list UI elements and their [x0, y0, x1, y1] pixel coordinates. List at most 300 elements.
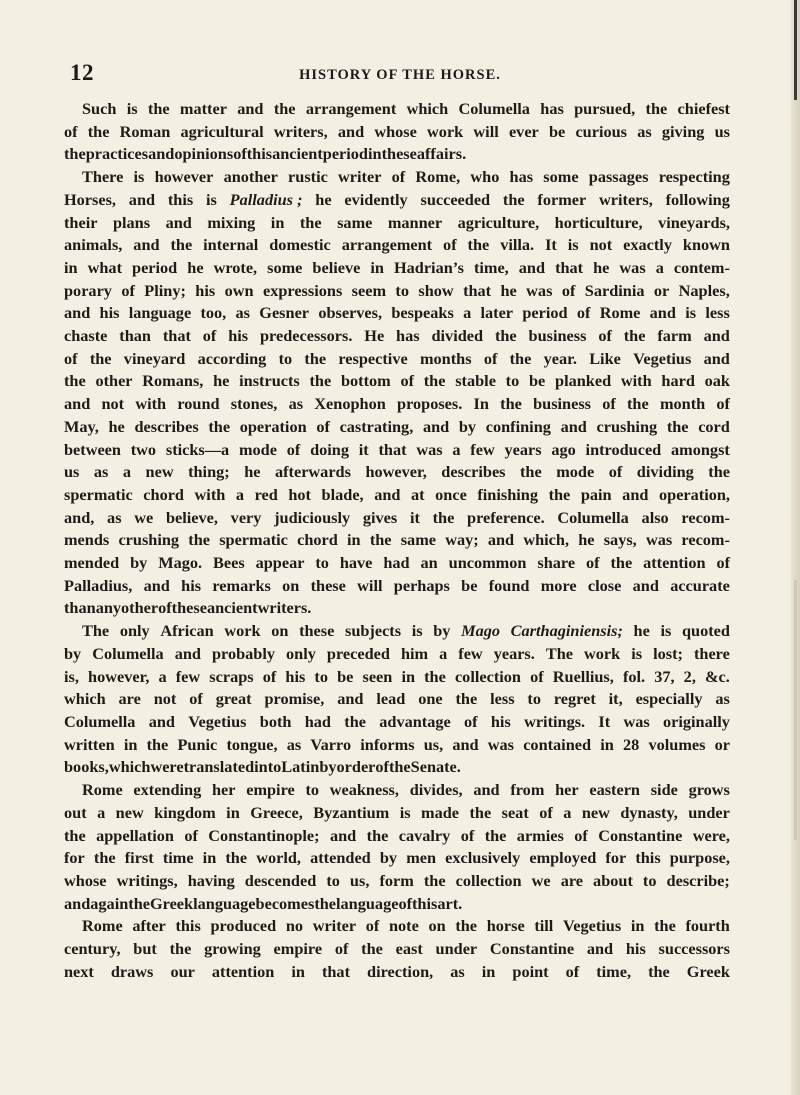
word: after	[132, 916, 166, 936]
word: will	[473, 121, 499, 141]
word: Rome	[599, 303, 641, 323]
word: remarks	[212, 575, 271, 595]
word: Rome	[82, 916, 123, 936]
word: ever	[508, 121, 539, 141]
word: the	[467, 235, 490, 255]
word: growing	[204, 939, 261, 959]
word: he	[213, 371, 230, 391]
word: way;	[445, 530, 479, 550]
word: Senate.	[410, 757, 461, 777]
word: with	[135, 394, 167, 414]
text-line	[64, 325, 730, 348]
word: especially	[635, 689, 703, 709]
word: contained	[523, 734, 592, 754]
word: period	[322, 144, 368, 164]
word: afterwards	[274, 462, 351, 482]
word: direction,	[367, 961, 434, 981]
word: business	[528, 326, 587, 346]
word: that	[321, 961, 350, 981]
word: later	[480, 303, 514, 323]
word: is	[133, 167, 145, 187]
word: eastern	[589, 780, 640, 800]
word: to	[527, 689, 541, 709]
word: farm	[657, 326, 692, 346]
word: Sardinia	[584, 280, 645, 300]
word: to	[278, 348, 293, 368]
word: according	[197, 348, 267, 368]
word: to	[642, 870, 657, 890]
text-line	[64, 121, 730, 144]
word: men	[406, 848, 437, 868]
word: he	[187, 257, 204, 277]
word: evidently	[344, 189, 408, 209]
word: and	[143, 575, 170, 595]
word: and	[452, 734, 479, 754]
word: of	[565, 961, 580, 981]
word: uncommon	[448, 553, 527, 573]
word: informs	[360, 734, 415, 754]
word: arrangement	[341, 235, 433, 255]
text-line	[64, 938, 730, 961]
word: their	[64, 212, 98, 232]
word: by	[130, 553, 148, 573]
word: of	[202, 326, 217, 346]
word: and	[622, 484, 649, 504]
word: manner	[387, 212, 443, 232]
word: and	[337, 689, 364, 709]
text-line	[64, 620, 730, 643]
word: which	[406, 99, 449, 118]
text-line	[64, 847, 730, 870]
word: which,	[523, 530, 570, 550]
word: of	[64, 121, 78, 141]
word: a	[452, 439, 461, 459]
word: of	[464, 711, 478, 731]
text-line	[64, 893, 730, 916]
word: months	[419, 348, 472, 368]
word: rustic	[288, 167, 328, 187]
word: from	[510, 780, 545, 800]
word: internal	[203, 235, 259, 255]
word: and	[133, 235, 160, 255]
word: scraps	[209, 666, 254, 686]
word: of	[391, 167, 406, 187]
word: attention	[643, 553, 706, 573]
word: perhaps	[393, 575, 450, 595]
word: the	[469, 802, 492, 822]
word: in	[64, 257, 78, 277]
text-line	[64, 802, 730, 825]
word: In	[473, 394, 489, 414]
word: this	[175, 916, 201, 936]
word: a	[463, 303, 472, 323]
word: new	[581, 802, 610, 822]
word: at	[411, 484, 425, 504]
word: in	[347, 530, 361, 550]
word: and	[165, 212, 192, 232]
word: some	[267, 257, 303, 277]
word: appellation	[96, 825, 174, 845]
word: the	[87, 121, 110, 141]
word: the	[610, 553, 633, 573]
text-line	[64, 212, 730, 235]
word: be	[548, 121, 566, 141]
word: first	[124, 848, 154, 868]
word: and	[64, 394, 91, 414]
word: passages	[588, 167, 649, 187]
word: and	[703, 326, 730, 346]
word: out	[64, 802, 87, 822]
word: our	[170, 961, 195, 981]
word: seen	[362, 666, 393, 686]
word: language	[193, 893, 256, 913]
edge-shadow	[794, 580, 797, 840]
word: blade,	[321, 484, 364, 504]
word: order	[336, 757, 376, 777]
word: Carthaginiensis;	[510, 621, 623, 641]
word: is,	[64, 666, 79, 686]
word: vineyards,	[658, 212, 730, 232]
running-head	[70, 60, 730, 90]
word: and	[473, 780, 500, 800]
text-line	[64, 529, 730, 552]
word: gives	[362, 507, 398, 527]
word: is	[631, 643, 643, 663]
word: his	[490, 711, 511, 731]
word: exactly	[623, 235, 672, 255]
word: the	[369, 530, 392, 550]
word: that	[378, 439, 407, 459]
word: close	[587, 575, 622, 595]
word: lead	[376, 689, 406, 709]
word: are	[118, 689, 141, 709]
word: an	[420, 553, 438, 573]
word: the	[645, 99, 668, 118]
word: about	[593, 870, 633, 890]
word: the	[273, 99, 296, 118]
word: his	[285, 666, 306, 686]
word: African	[160, 621, 214, 641]
word: is	[685, 303, 697, 323]
word: the	[170, 235, 193, 255]
word: the	[361, 939, 383, 959]
word: He	[364, 326, 385, 346]
word: and	[148, 144, 175, 164]
word: in	[630, 916, 645, 936]
word: books,	[64, 757, 109, 777]
word: us,	[423, 734, 444, 754]
word: becomes	[255, 893, 315, 913]
word: her	[211, 780, 236, 800]
word: of	[64, 348, 78, 368]
text-line	[64, 98, 730, 121]
word: divides,	[409, 780, 463, 800]
word: agriculture,	[457, 212, 540, 232]
word: fol.	[622, 666, 646, 686]
word: weakness,	[329, 780, 399, 800]
word: the	[500, 394, 522, 414]
word: this	[412, 893, 438, 913]
word: world,	[256, 848, 301, 868]
word: advantage	[379, 711, 451, 731]
word: has	[396, 326, 420, 346]
word: than	[64, 598, 96, 618]
word: of	[608, 462, 623, 482]
word: the	[520, 462, 542, 482]
word: describe;	[666, 870, 730, 890]
word: the	[366, 825, 389, 845]
word: porary	[64, 280, 112, 300]
word: of	[716, 394, 730, 414]
word: the	[666, 416, 689, 436]
word: same	[400, 530, 436, 550]
word: confining	[485, 416, 551, 436]
word: Constantinople;	[208, 825, 320, 845]
word: mends	[64, 530, 110, 550]
word: he	[593, 257, 610, 277]
word: quoted	[682, 621, 730, 641]
word: &c.	[705, 666, 730, 686]
word: former	[537, 189, 587, 209]
word: writings.	[524, 711, 586, 731]
word: to	[326, 870, 340, 890]
word: or	[653, 280, 670, 300]
word: time,	[596, 961, 632, 981]
word: the	[64, 144, 86, 164]
word: a	[97, 802, 106, 822]
word: respecting	[658, 167, 730, 187]
word: preceded	[326, 643, 390, 663]
word: the	[509, 348, 532, 368]
word: crushing	[596, 416, 658, 436]
word: own	[224, 280, 254, 300]
word: collection	[454, 666, 521, 686]
text-line	[64, 189, 730, 212]
word: was	[619, 257, 646, 277]
word: are	[560, 870, 583, 890]
word: mended	[64, 553, 120, 573]
word: and,	[64, 507, 95, 527]
word: Columella	[458, 99, 530, 118]
word: for	[605, 848, 627, 868]
word: of	[574, 825, 588, 845]
word: in	[481, 961, 496, 981]
word: another	[223, 167, 278, 187]
word: of	[334, 939, 349, 959]
word: the	[146, 734, 169, 754]
word: work	[584, 643, 621, 663]
word: language	[336, 893, 399, 913]
word: collection	[455, 870, 522, 890]
word: empire	[273, 939, 323, 959]
word: his	[228, 326, 249, 346]
word: the	[225, 848, 248, 868]
word: of	[598, 326, 612, 346]
word: only	[119, 621, 150, 641]
word: spermatic	[219, 530, 288, 550]
word: Horses,	[64, 189, 116, 209]
word: his	[625, 939, 646, 959]
word: had	[304, 711, 331, 731]
word: Like	[589, 348, 621, 368]
word: other	[121, 598, 159, 618]
word: more	[540, 575, 577, 595]
word: observes,	[318, 303, 383, 323]
word: only	[286, 643, 316, 663]
word: was	[645, 530, 673, 550]
word: known	[682, 235, 730, 255]
word: pain	[580, 484, 612, 504]
word: to	[315, 553, 329, 573]
word: draws	[110, 961, 154, 981]
word: preference.	[467, 507, 545, 527]
word: Mago	[461, 621, 501, 641]
word: descended	[244, 870, 317, 890]
word: of	[316, 416, 330, 436]
text-line	[64, 734, 730, 757]
word: chord	[143, 484, 184, 504]
word: employed	[529, 848, 597, 868]
text-line	[64, 643, 730, 666]
word: and	[649, 303, 676, 323]
word: one	[418, 689, 443, 709]
word: by	[319, 757, 337, 777]
text-line	[64, 416, 730, 439]
word: these	[299, 621, 335, 641]
word: has	[509, 167, 534, 187]
word: and	[560, 416, 587, 436]
word: is	[660, 621, 672, 641]
word: was	[526, 280, 553, 300]
word: the	[147, 99, 170, 118]
word: chaste	[64, 326, 108, 346]
word: is	[567, 235, 579, 255]
word: the	[64, 371, 86, 391]
word: be	[337, 666, 354, 686]
word: it	[409, 507, 420, 527]
word: form	[379, 870, 414, 890]
word: of	[530, 666, 544, 686]
word: succeeded	[420, 189, 491, 209]
word: thing;	[188, 462, 230, 482]
word: Varro	[310, 734, 352, 754]
text-line	[64, 688, 730, 711]
word: on	[428, 916, 446, 936]
word: for	[64, 848, 85, 868]
word: which	[108, 757, 151, 777]
word: Romans,	[142, 371, 204, 391]
word: agricultural	[180, 121, 264, 141]
word: Such	[82, 99, 117, 118]
word: year.	[543, 348, 577, 368]
word: however,	[365, 462, 427, 482]
word: whose	[64, 870, 107, 890]
word: was	[416, 439, 443, 459]
word: the	[623, 326, 646, 346]
word: predecessors.	[260, 326, 353, 346]
word: mode	[238, 439, 277, 459]
word: to	[505, 371, 520, 391]
word: this	[635, 848, 661, 868]
word: Gesner	[259, 303, 310, 323]
word: the	[128, 893, 150, 913]
word: and	[422, 416, 450, 436]
word: the	[455, 689, 478, 709]
word: and	[64, 893, 91, 913]
text-line	[64, 348, 730, 371]
word: attended	[310, 848, 371, 868]
word: these	[310, 575, 346, 595]
word: exclusively	[445, 848, 521, 868]
word: show	[418, 280, 454, 300]
word: a	[439, 643, 448, 663]
word: amongst	[671, 439, 730, 459]
word: few	[175, 666, 201, 686]
word: some	[543, 167, 579, 187]
word: and	[329, 825, 357, 845]
word: this	[167, 189, 194, 209]
word: was	[623, 711, 650, 731]
word: will	[357, 575, 383, 595]
word: horticulture,	[554, 212, 643, 232]
word: empire	[246, 780, 295, 800]
word: on	[282, 575, 300, 595]
word: us,	[349, 870, 370, 890]
word: were,	[692, 825, 730, 845]
word: Vegetius	[633, 348, 692, 368]
word: and	[632, 575, 659, 595]
word: is	[411, 621, 423, 641]
word: hot	[288, 484, 311, 504]
word: kingdom	[154, 802, 216, 822]
word: grows	[688, 780, 730, 800]
word: east	[395, 939, 423, 959]
word: crushing	[118, 530, 180, 550]
word: mixing	[207, 212, 256, 232]
word: of	[398, 893, 413, 913]
word: giving	[661, 121, 705, 141]
word: the	[432, 507, 455, 527]
word: other	[95, 371, 133, 391]
word: originally	[662, 711, 730, 731]
word: Punic	[177, 734, 218, 754]
word: produced	[210, 916, 277, 936]
text-line	[64, 597, 730, 620]
word: a	[655, 257, 664, 277]
word: years	[504, 439, 542, 459]
word: of	[400, 371, 415, 391]
word: extending	[133, 780, 202, 800]
word: villa.	[500, 235, 535, 255]
word: fourth	[685, 916, 730, 936]
word: the	[299, 212, 322, 232]
word: 37,	[654, 666, 675, 686]
text-line	[64, 143, 730, 166]
word: writers,	[599, 189, 653, 209]
word: a	[563, 802, 572, 822]
word: Xenophon	[314, 394, 386, 414]
word: translated	[183, 757, 255, 777]
word: curious	[575, 121, 628, 141]
word: as	[107, 507, 122, 527]
word: of	[561, 280, 576, 300]
text-line	[64, 711, 730, 734]
word: under	[435, 939, 478, 959]
word: dividing	[636, 462, 694, 482]
word: he	[244, 462, 261, 482]
word: time	[162, 848, 194, 868]
text-line	[64, 484, 730, 507]
